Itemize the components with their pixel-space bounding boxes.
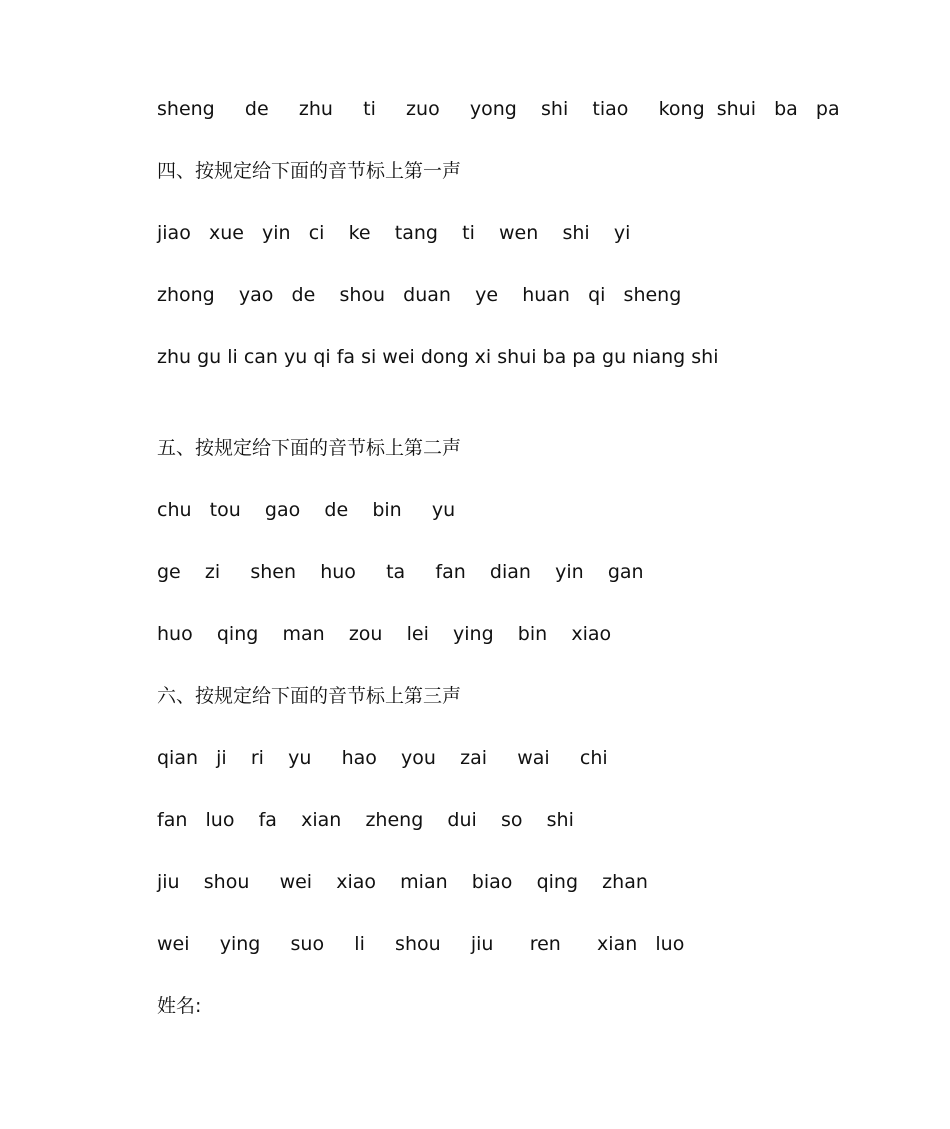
pinyin-row-2: jiao xue yin ci ke tang ti wen shi yi <box>157 222 631 244</box>
pinyin-row-5: chu tou gao de bin yu <box>157 499 456 521</box>
pinyin-row-9: fan luo fa xian zheng dui so shi <box>157 809 574 831</box>
section-six-heading: 六、按规定给下面的音节标上第三声 <box>157 685 462 707</box>
pinyin-row-6: ge zi shen huo ta fan dian yin gan <box>157 561 644 583</box>
pinyin-row-8: qian ji ri yu hao you zai wai chi <box>157 747 608 769</box>
section-four-heading: 四、按规定给下面的音节标上第一声 <box>157 160 462 182</box>
section-five-heading: 五、按规定给下面的音节标上第二声 <box>157 437 462 459</box>
pinyin-row-1: sheng de zhu ti zuo yong shi tiao kong shui ba pa <box>157 98 840 120</box>
name-label: 姓名: <box>157 995 202 1017</box>
pinyin-row-10: jiu shou wei xiao mian biao qing zhan <box>157 871 648 893</box>
pinyin-row-4-wrapped: zhu gu li can yu qi fa si wei dong xi shui ba pa gu niang shi <box>157 346 719 368</box>
pinyin-row-7: huo qing man zou lei ying bin xiao <box>157 623 612 645</box>
pinyin-row-11: wei ying suo li shou jiu ren xian luo <box>157 933 685 955</box>
pinyin-row-3: zhong yao de shou duan ye huan qi sheng <box>157 284 682 306</box>
